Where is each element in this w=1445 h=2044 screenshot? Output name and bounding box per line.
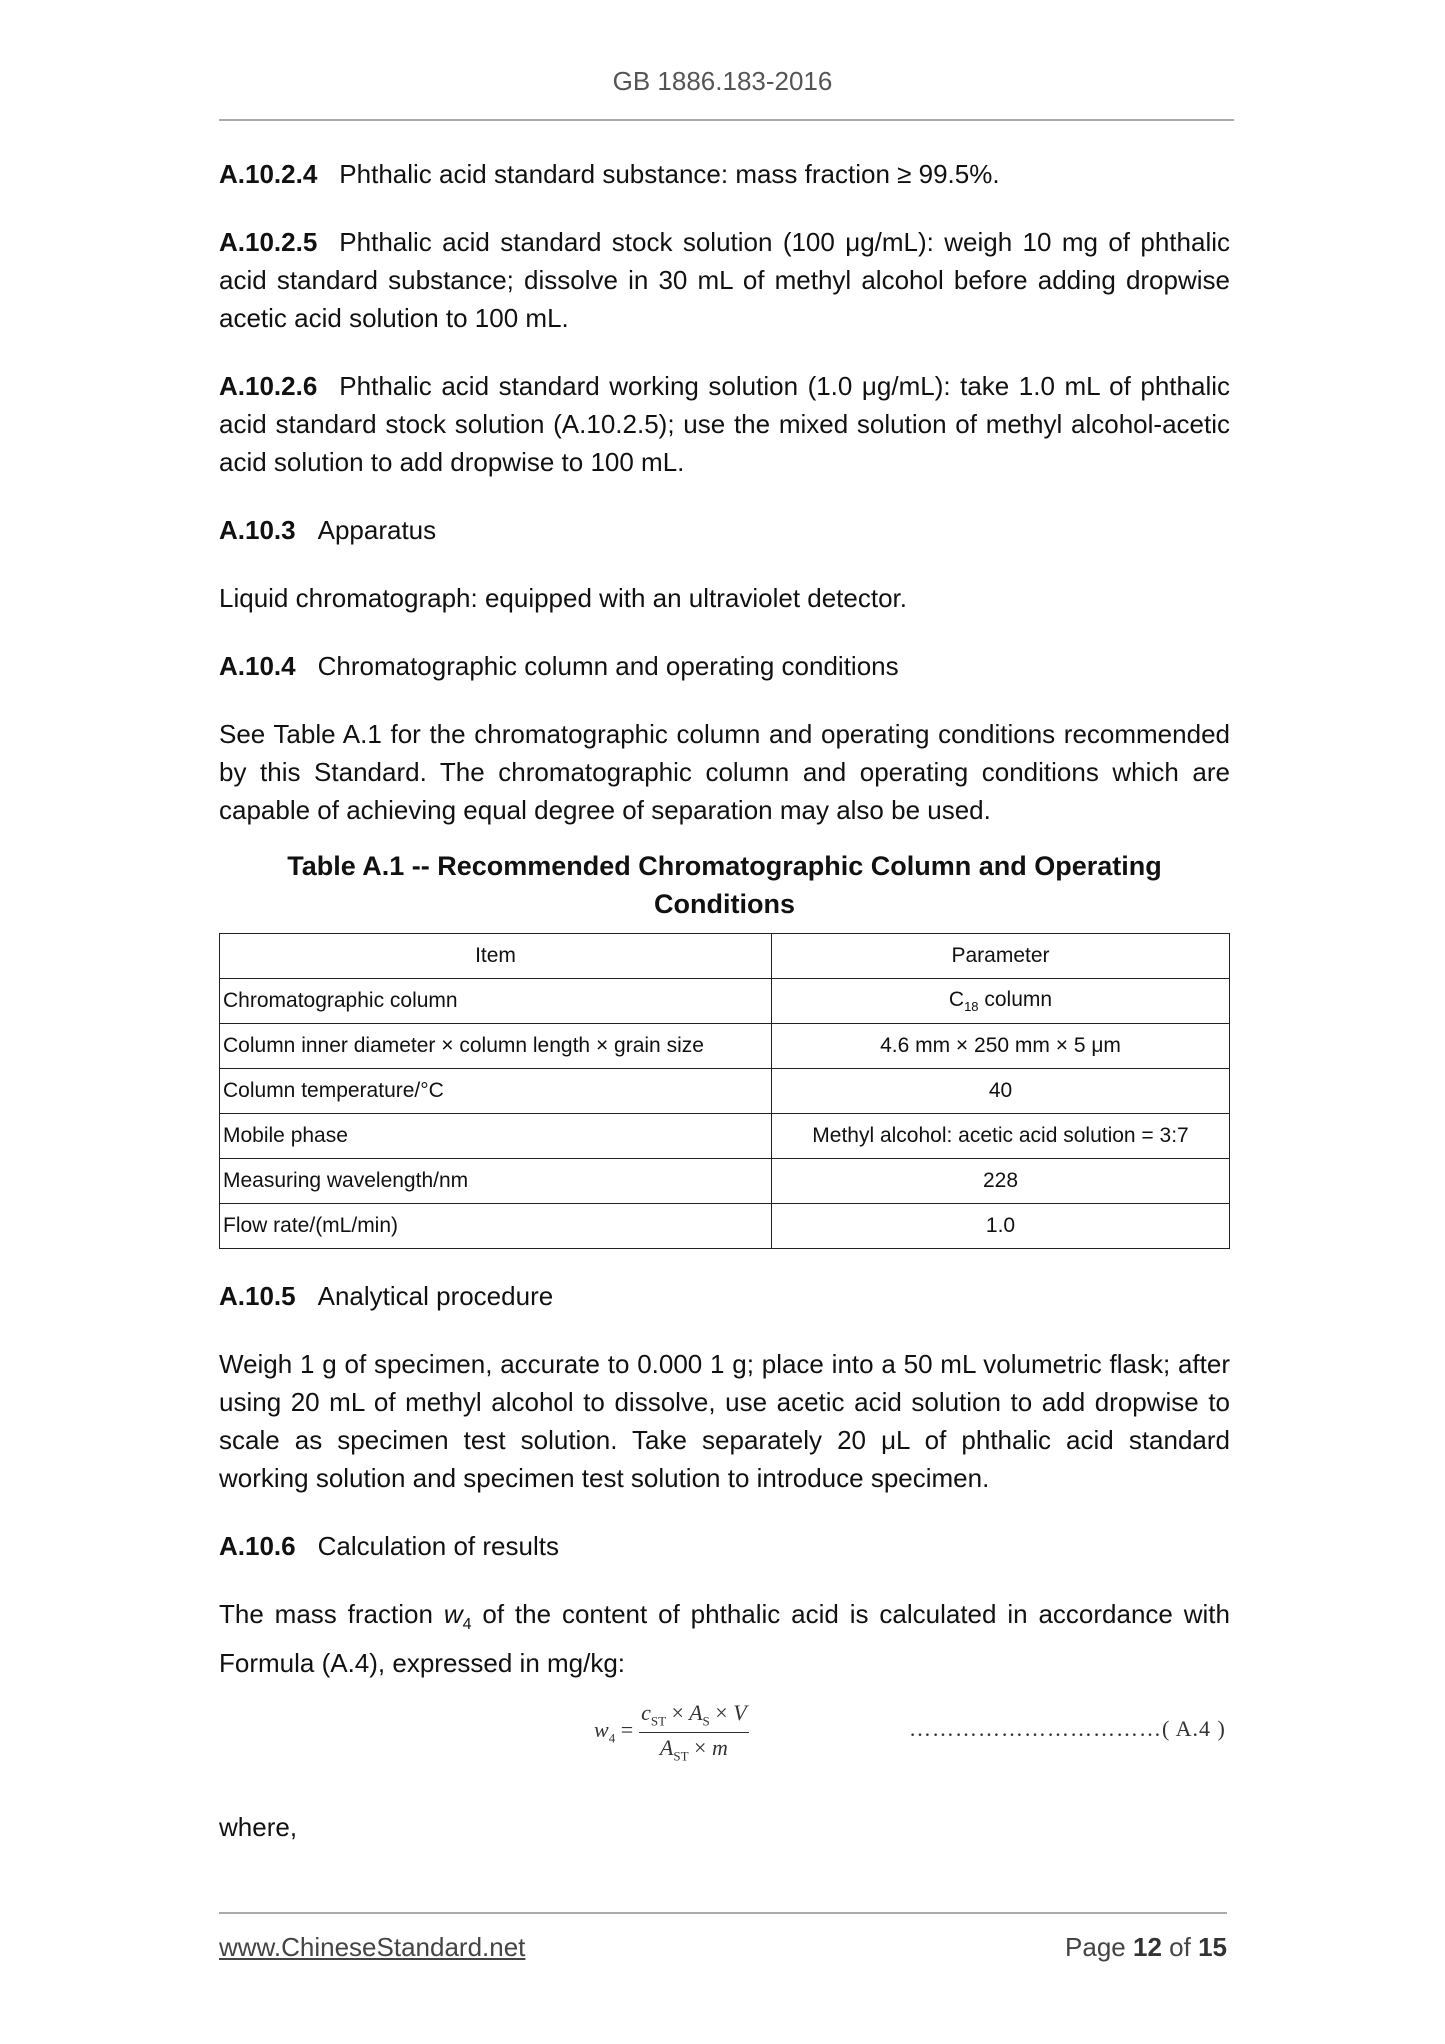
var-a: A	[659, 1734, 674, 1760]
equation-number	[909, 1716, 1226, 1742]
section-title: Chromatographic column and operating conditions	[317, 651, 899, 681]
table-cell-parameter: Methyl alcohol: acetic acid solution = 3:7	[772, 1114, 1230, 1159]
page-label: Page	[1065, 1932, 1126, 1962]
fraction	[639, 1700, 749, 1764]
table-row	[220, 1114, 1230, 1159]
sub-s: S	[702, 1713, 710, 1729]
table-row	[220, 979, 1230, 1024]
section-number: A.10.6	[219, 1531, 296, 1561]
table-cell-item: Mobile phase	[220, 1114, 772, 1159]
equation-label: ( A.4 )	[1162, 1716, 1226, 1742]
param-text: C	[948, 987, 965, 1011]
table-cell-parameter: 40	[772, 1069, 1230, 1114]
table-cell-parameter	[772, 979, 1230, 1024]
table-title: Table A.1 -- Recommended Chromatographic Column and Operating Conditions	[287, 851, 1162, 919]
clause-text: Phthalic acid standard stock solution (100 μg/mL): weigh 10 mg of phthalic acid standard substance; dissolve in 30 mL of methyl alcohol before adding dropwise acetic acid solution to 100 mL.	[219, 227, 1230, 333]
sub-st: ST	[650, 1713, 667, 1729]
formula-expression	[594, 1700, 749, 1764]
var-a: A	[689, 1700, 703, 1726]
website-link[interactable]: www.ChineseStandard.net	[219, 1932, 526, 1962]
page-indicator	[1065, 1932, 1227, 1963]
param-text: column	[978, 987, 1053, 1011]
clause-number: A.10.2.5	[219, 227, 318, 257]
page-content	[219, 155, 1230, 1846]
clause-a1026	[219, 367, 1230, 481]
table-cell-item: Column inner diameter × column length × grain size	[220, 1024, 772, 1069]
table-cell-item: Measuring wavelength/nm	[220, 1159, 772, 1204]
section-heading-column-conditions	[219, 647, 1230, 685]
section-title: Calculation of results	[317, 1531, 559, 1561]
clause-text: Phthalic acid standard working solution (1.0 μg/mL): take 1.0 mL of phthalic acid standard stock solution (A.10.2.5); use the mixed solution of methyl alcohol-acetic acid solution to add dropwise to 100 mL.	[219, 371, 1230, 477]
lhs-var: w	[594, 1717, 609, 1743]
clause-number: A.10.2.6	[219, 371, 318, 401]
table-header-row	[220, 934, 1230, 979]
clause-a1025	[219, 223, 1230, 337]
footer-divider	[219, 1912, 1227, 1914]
section-heading-apparatus	[219, 511, 1230, 549]
section-title: Apparatus	[317, 515, 437, 545]
times-sign: ×	[671, 1700, 684, 1726]
column-header-item: Item	[220, 934, 772, 979]
calculation-text	[219, 1595, 1230, 1682]
denominator	[660, 1733, 728, 1764]
clause-a1024	[219, 155, 1230, 193]
var-v: V	[733, 1700, 747, 1726]
table-cell-item: Column temperature/°C	[220, 1069, 772, 1114]
page-of: of	[1169, 1932, 1191, 1962]
clause-text: Phthalic acid standard substance: mass fraction ≥ 99.5%.	[339, 159, 1000, 189]
table-cell-item: Flow rate/(mL/min)	[220, 1204, 772, 1249]
document-id-header: GB 1886.183-2016	[612, 66, 833, 96]
equals-sign: =	[620, 1717, 634, 1743]
var-m: m	[711, 1734, 728, 1760]
variable-w: w	[443, 1599, 463, 1629]
analytical-procedure-text: Weigh 1 g of specimen, accurate to 0.000 1 g; place into a 50 mL volumetric flask; after using 20 mL of methyl alcohol to dissolve, use acetic acid solution to add dropwise to scale as specimen test solution. Take separately 20 μL of phthalic acid standard working solution and specimen test solution to introduce specimen.	[219, 1349, 1230, 1493]
numerator	[639, 1700, 749, 1732]
text-fragment: of the content of phthalic acid is calculated in accordance with Formula (A.4), expressed in mg/kg:	[219, 1599, 1230, 1679]
section-heading-calculation	[219, 1527, 1230, 1565]
page-current: 12	[1133, 1932, 1162, 1962]
table-cell-item: Chromatographic column	[220, 979, 772, 1024]
section-heading-analytical-procedure	[219, 1277, 1230, 1315]
header-divider	[219, 119, 1234, 121]
page-total: 15	[1198, 1932, 1227, 1962]
section-number: A.10.5	[219, 1281, 296, 1311]
dot-leader: ……………………………	[909, 1716, 1162, 1742]
section-title: Analytical procedure	[317, 1281, 554, 1311]
param-subscript: 18	[964, 999, 979, 1015]
apparatus-text: Liquid chromatograph: equipped with an ultraviolet detector.	[219, 583, 907, 613]
where-label: where,	[219, 1812, 298, 1843]
column-header-parameter: Parameter	[772, 934, 1230, 979]
column-conditions-text: See Table A.1 for the chromatographic column and operating conditions recommended by this Standard. The chromatographic column and operating conditions which are capable of achieving equal degree of separation may also be used.	[219, 719, 1230, 825]
table-row	[220, 1024, 1230, 1069]
table-row	[220, 1159, 1230, 1204]
clause-number: A.10.2.4	[219, 159, 318, 189]
table-row	[220, 1204, 1230, 1249]
conditions-table	[219, 933, 1230, 1249]
variable-subscript: 4	[462, 1616, 472, 1634]
var-c: c	[641, 1700, 651, 1726]
sub-st: ST	[673, 1747, 689, 1763]
times-sign: ×	[715, 1700, 728, 1726]
lhs-sub: 4	[608, 1730, 616, 1746]
table-row	[220, 1069, 1230, 1114]
formula-lhs	[594, 1717, 633, 1746]
text-fragment: The mass fraction	[219, 1599, 444, 1629]
section-number: A.10.4	[219, 651, 296, 681]
times-sign: ×	[694, 1734, 707, 1760]
table-cell-parameter: 4.6 mm × 250 mm × 5 μm	[772, 1024, 1230, 1069]
section-number: A.10.3	[219, 515, 296, 545]
table-cell-parameter: 1.0	[772, 1204, 1230, 1249]
formula-a4	[219, 1692, 1230, 1784]
table-cell-parameter: 228	[772, 1159, 1230, 1204]
